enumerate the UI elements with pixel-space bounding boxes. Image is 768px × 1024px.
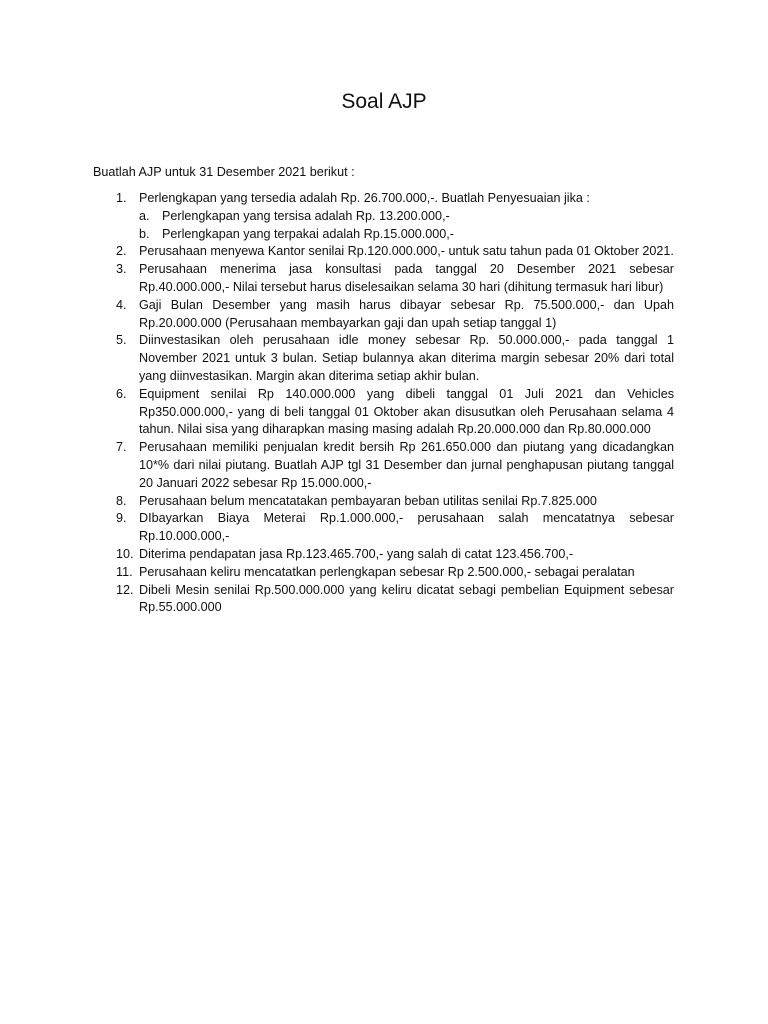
item-text: Dibeli Mesin senilai Rp.500.000.000 yang keliru dicatat sebagi pembelian Equipment sebesar Rp.55.000.000 [139, 582, 674, 615]
item-text: Gaji Bulan Desember yang masih harus dibayar sebesar Rp. 75.500.000,- dan Upah Rp.20.000.000 (Perusahaan membayarkan gaji dan upah setiap tanggal 1) [139, 297, 674, 330]
item-number: 12. [116, 582, 134, 597]
sub-item-text: Perlengkapan yang tersisa adalah Rp. 13.200.000,- [162, 208, 450, 223]
list-item-6 [93, 386, 674, 439]
item-number: 11. [116, 564, 133, 579]
item-text: Perusahaan keliru mencatatkan perlengkapan sebesar Rp 2.500.000,- sebagai peralatan [139, 564, 635, 579]
sub-item-letter: b. [139, 226, 150, 241]
list-item-5 [93, 332, 674, 385]
item-text: Diinvestasikan oleh perusahaan idle money sebesar Rp. 50.000.000,- pada tanggal 1 November 2021 untuk 3 bulan. Setiap bulannya akan diterima margin sebesar 20% dari total yang diinvestasikan. Margin akan diterima setiap akhir bulan. [139, 333, 674, 383]
item-number: 7. [116, 440, 127, 455]
question-list [93, 190, 674, 617]
item-number: 2. [116, 244, 127, 259]
list-item-4 [93, 297, 674, 333]
sub-item-letter: a. [139, 208, 150, 223]
list-item-3 [93, 261, 674, 297]
item-number: 3. [116, 262, 127, 277]
list-item-11 [93, 564, 674, 582]
item-number: 1. [116, 191, 127, 205]
item-text: Perusahaan memiliki penjualan kredit bersih Rp 261.650.000 dan piutang yang dicadangkan 10*% dari nilai piutang. Buatlah AJP tgl 31 Desember dan jurnal penghapusan piutang tanggal 20 Januari 2022 sebesar Rp 15.000.000,- [139, 440, 674, 490]
item-text: Perusahaan menerima jasa konsultasi pada tanggal 20 Desember 2021 sebesar Rp.40.000.000,- Nilai tersebut harus diselesaikan selama 30 hari (dihitung termasuk hari libur) [139, 262, 674, 294]
item-number: 8. [116, 493, 127, 508]
list-item-12 [93, 582, 674, 618]
item-text: Diterima pendapatan jasa Rp.123.465.700,- yang salah di catat 123.456.700,- [139, 546, 574, 561]
item-number: 10. [116, 546, 134, 561]
item-text: Equipment senilai Rp 140.000.000 yang dibeli tanggal 01 Juli 2021 dan Vehicles Rp350.000.000,- yang di beli tanggal 01 Oktober akan disusutkan oleh Perusahaan selama 4 tahun. Nilai sisa yang diharapkan masing masing adalah Rp.20.000.000 dan Rp.80.000.000 [139, 386, 674, 437]
list-item-7 [93, 439, 674, 492]
list-item-8 [93, 493, 674, 511]
list-item-10 [93, 546, 674, 564]
intro-text: Buatlah AJP untuk 31 Desember 2021 berikut : [93, 165, 355, 179]
item-text: Perusahaan belum mencatatakan pembayaran beban utilitas senilai Rp.7.825.000 [139, 493, 597, 508]
sub-item-a [93, 208, 674, 226]
page-title: Soal AJP [341, 90, 427, 113]
list-item-2 [93, 243, 674, 261]
sub-item-b [93, 226, 674, 244]
list-item-1 [93, 190, 674, 208]
item-text: Perlengkapan yang tersedia adalah Rp. 26.700.000,-. Buatlah Penyesuaian jika : [139, 191, 590, 205]
item-number: 4. [116, 297, 127, 312]
item-text: Perusahaan menyewa Kantor senilai Rp.120.000.000,- untuk satu tahun pada 01 Oktober 2021. [139, 244, 674, 259]
item-number: 9. [116, 511, 127, 526]
item-number: 6. [116, 386, 127, 401]
item-text: DIbayarkan Biaya Meterai Rp.1.000.000,- perusahaan salah mencatatnya sebesar Rp.10.000.000,- [139, 511, 674, 544]
list-item-9 [93, 510, 674, 546]
item-number: 5. [116, 333, 127, 348]
sub-item-text: Perlengkapan yang terpakai adalah Rp.15.000.000,- [162, 226, 454, 241]
